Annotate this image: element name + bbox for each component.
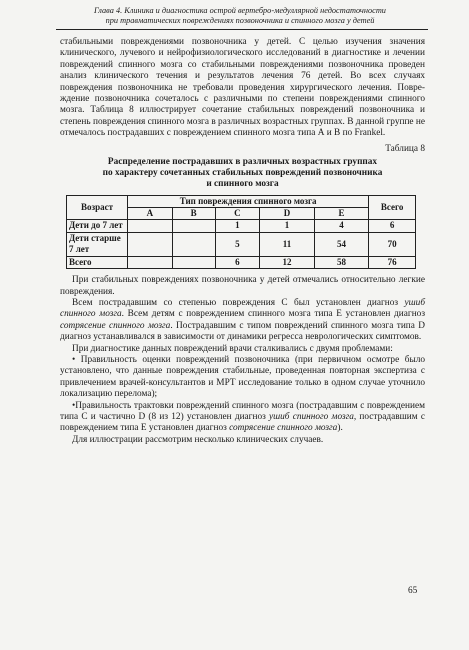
cell-c: 1 [215, 220, 260, 232]
table-title [60, 157, 425, 191]
cell-b [172, 256, 215, 268]
cell-d: 11 [260, 232, 314, 256]
col-header-type: Тип повреждения спинного мозга [128, 195, 369, 207]
cell-c: 6 [215, 256, 260, 268]
col-header-total: Всего [369, 195, 416, 220]
cell-a [128, 220, 173, 232]
paragraph: При стабильных повреждениях позвоночника у детей отмечались относительно легкие повреждения. [60, 275, 425, 297]
subcol-d: D [260, 208, 314, 220]
col-header-age: Возраст [67, 195, 128, 220]
cell-total: 76 [369, 256, 416, 268]
cell-e: 54 [314, 232, 369, 256]
cell-b [172, 232, 215, 256]
page-body [60, 37, 425, 446]
cell-d: 1 [260, 220, 314, 232]
cell-c: 5 [215, 232, 260, 256]
data-table [66, 195, 416, 269]
cell-e: 58 [314, 256, 369, 268]
italic-term: ушиб спинного мозга [60, 297, 425, 320]
table-label: Таблица 8 [385, 143, 425, 154]
text-span: . Всем детям с повреждением спинного мозга типа Е установлен диагноз [121, 309, 425, 320]
cell-a [128, 256, 173, 268]
table-title-line-2: по характеру сочетанных стабильных повреждений позвоночника [102, 168, 383, 179]
cell-total: 6 [369, 220, 416, 232]
running-header [56, 6, 424, 26]
table-row [67, 232, 416, 256]
row-label: Дети старше 7 лет [67, 232, 128, 256]
header-line-1: Глава 4. Клиника и диагностика острой вертебро-медуллярной недостаточности [94, 6, 386, 15]
table-title-line-3: и спинного мозга [206, 179, 279, 190]
italic-term: ушиб спинного мозга [269, 411, 354, 422]
table-header-row [67, 195, 416, 207]
bullet-paragraph: • Правильность оценки повреждений позвоночника (при первичном осмотре было установлено, что данные повреждения стабильные, проведенная повторная экспертиза с привлечением врачей-консультантов и МРТ исследование только в одном случае уточнило локализацию перелома); [60, 354, 425, 400]
cell-d: 12 [260, 256, 314, 268]
page-number: 65 [408, 586, 418, 596]
row-label: Всего [67, 256, 128, 268]
text-span: ). [337, 423, 343, 434]
italic-term: сотрясение спинного мозга [60, 320, 171, 331]
subcol-e: E [314, 208, 369, 220]
header-line-2: при травматических повреждениях позвоночника и спинного мозга у детей [105, 16, 375, 25]
bullet-paragraph [60, 401, 425, 435]
paragraphs-after-table [60, 275, 425, 446]
cell-a [128, 232, 173, 256]
text-span: Всем пострадавшим со степенью повреждения С был установлен диагноз [72, 297, 405, 308]
paragraph: При диагностике данных повреждений врачи сталкивались с двумя проблемами: [72, 343, 393, 354]
cell-b [172, 220, 215, 232]
italic-term: сотрясение спинного мозга [229, 423, 338, 434]
text-span: . Пострадавшим с типом повреждений спинного мозга типа D диагноз устанавливался в зависимости от динамики регресса неврологических симптомов. [60, 320, 425, 343]
text-span: , пострадавшим с повреждением типа Е установлен диагноз [60, 411, 425, 434]
header-rule [56, 29, 428, 30]
table-row [67, 220, 416, 232]
cell-total: 70 [369, 232, 416, 256]
paragraph: Для иллюстрации рассмотрим несколько клинических случаев. [72, 434, 324, 445]
subcol-b: B [172, 208, 215, 220]
subcol-c: C [215, 208, 260, 220]
paragraph-intro: стабильными повреждениями позвоночника у детей. С целью изучения значения клинического, лучевого и нейрофизиологического исследований в диагностике и лечении повреждений спинного мозга со стабильными повреждениями позвоночника проведен анализ клинического течения и результатов лечения 76 детей. Во всех случаях повреждения позвоночника не требовали проведения хирургического лечения. Повреждение позвоночника сочеталось с различными по степени повреждениями спинного мозга. Таблица 8 иллюстрирует сочетание стабильных повреждений позвоночника и степень повреждения спинного мозга в различных возрастных группах. В данной группе не отмечалось пострадавших с повреждением спинного мозга типа А и В по Frankel. [60, 37, 425, 139]
table-row-total [67, 256, 416, 268]
subcol-a: A [128, 208, 173, 220]
row-label: Дети до 7 лет [67, 220, 128, 232]
cell-e: 4 [314, 220, 369, 232]
paragraph [60, 298, 425, 344]
table-title-line-1: Распределение пострадавших в различных возрастных группах [107, 157, 378, 168]
text-span: •Правильность трактовки повреждений спинного мозга (пострадавшим с повреждением типа С и частично D (8 из 12) установлен диагноз [60, 400, 425, 422]
